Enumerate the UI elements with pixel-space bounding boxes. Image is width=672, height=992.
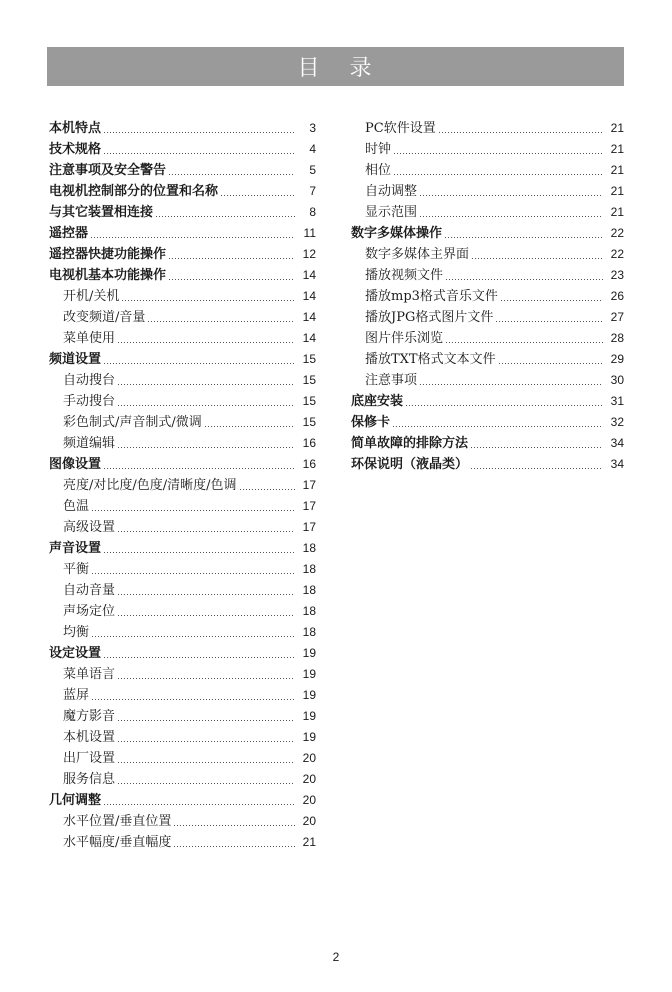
- toc-entry-label: 相位: [365, 163, 392, 178]
- dot-leader: [174, 846, 295, 847]
- dot-leader: [221, 195, 295, 196]
- toc-entry[interactable]: [351, 409, 624, 430]
- dot-leader: [104, 804, 295, 805]
- toc-entry-page: 28: [610, 331, 624, 345]
- toc-entry[interactable]: [49, 241, 316, 262]
- toc-entry[interactable]: [351, 325, 624, 346]
- toc-entry-page: 18: [302, 562, 316, 576]
- toc-entry-page: 21: [610, 205, 624, 219]
- toc-entry[interactable]: [49, 682, 316, 703]
- toc-entry[interactable]: [351, 430, 624, 451]
- toc-entry-page: 18: [302, 541, 316, 555]
- toc-entry-label: 遥控器: [49, 226, 89, 241]
- toc-left-column: [49, 115, 316, 850]
- toc-entry[interactable]: [49, 703, 316, 724]
- toc-entry-label: 改变频道/音量: [63, 310, 146, 325]
- toc-entry-page: 19: [302, 667, 316, 681]
- toc-entry-page: 12: [302, 247, 316, 261]
- toc-entry-label: 底座安装: [351, 394, 404, 409]
- dot-leader: [92, 573, 295, 574]
- toc-entry-label: 注意事项: [365, 373, 418, 388]
- toc-entry[interactable]: [49, 577, 316, 598]
- toc-entry[interactable]: [351, 451, 624, 472]
- toc-entry[interactable]: [49, 556, 316, 577]
- toc-entry[interactable]: [49, 724, 316, 745]
- dot-leader: [118, 762, 295, 763]
- toc-entry[interactable]: [49, 640, 316, 661]
- toc-entry-page: 14: [302, 268, 316, 282]
- toc-entry[interactable]: [351, 178, 624, 199]
- toc-entry-page: 17: [302, 520, 316, 534]
- toc-entry-page: 17: [302, 499, 316, 513]
- toc-entry[interactable]: [49, 178, 316, 199]
- toc-entry[interactable]: [49, 787, 316, 808]
- toc-entry-label: 与其它装置相连接: [49, 205, 154, 220]
- toc-entry[interactable]: [49, 262, 316, 283]
- toc-entry-label: 高级设置: [63, 520, 116, 535]
- toc-entry[interactable]: [49, 388, 316, 409]
- toc-entry-label: 服务信息: [63, 772, 116, 787]
- toc-entry-label: 本机特点: [49, 121, 102, 136]
- toc-entry-page: 8: [309, 205, 316, 219]
- dot-leader: [92, 636, 295, 637]
- toc-entry-label: 自动调整: [365, 184, 418, 199]
- toc-entry-label: 几何调整: [49, 793, 102, 808]
- toc-entry-label: 图片伴乐浏览: [365, 331, 444, 346]
- toc-entry-label: 播放TXT格式文本文件: [365, 352, 496, 367]
- dot-leader: [439, 132, 603, 133]
- dot-leader: [92, 510, 295, 511]
- toc-entry-label: 设定设置: [49, 646, 102, 661]
- toc-entry-page: 23: [610, 268, 624, 282]
- toc-entry-label: 技术规格: [49, 142, 102, 157]
- toc-entry-page: 21: [610, 121, 624, 135]
- toc-entry-page: 21: [302, 835, 316, 849]
- dot-leader: [472, 258, 603, 259]
- title-char-2: 录: [349, 56, 374, 81]
- toc-entry[interactable]: [49, 745, 316, 766]
- dot-leader: [420, 216, 603, 217]
- dot-leader: [118, 720, 295, 721]
- dot-leader: [118, 447, 295, 448]
- toc-entry-page: 16: [302, 457, 316, 471]
- toc-entry-label: 遥控器快捷功能操作: [49, 247, 167, 262]
- toc-entry-label: 注意事项及安全警告: [49, 163, 167, 178]
- dot-leader: [118, 531, 295, 532]
- toc-entry-page: 20: [302, 814, 316, 828]
- toc-entry[interactable]: [49, 115, 316, 136]
- toc-entry[interactable]: [351, 115, 624, 136]
- toc-entry[interactable]: [351, 304, 624, 325]
- toc-entry-label: 播放JPG格式图片文件: [365, 310, 494, 325]
- toc-entry-label: 出厂设置: [63, 751, 116, 766]
- toc-entry-page: 14: [302, 310, 316, 324]
- toc-right-column: [351, 115, 624, 472]
- dot-leader: [156, 216, 295, 217]
- toc-entry[interactable]: [351, 283, 624, 304]
- toc-entry-label: 显示范围: [365, 205, 418, 220]
- toc-entry-label: 本机设置: [63, 730, 116, 745]
- dot-leader: [104, 468, 295, 469]
- dot-leader: [169, 174, 295, 175]
- toc-entry[interactable]: [49, 535, 316, 556]
- toc-entry[interactable]: [49, 304, 316, 325]
- toc-entry-page: 26: [610, 289, 624, 303]
- toc-entry[interactable]: [49, 619, 316, 640]
- toc-entry-label: PC软件设置: [365, 121, 436, 136]
- toc-entry-label: 时钟: [365, 142, 392, 157]
- toc-entry-page: 21: [610, 163, 624, 177]
- toc-entry-page: 27: [610, 310, 624, 324]
- toc-entry[interactable]: [49, 409, 316, 430]
- toc-entry-label: 开机/关机: [63, 289, 120, 304]
- dot-leader: [394, 153, 603, 154]
- toc-entry-page: 29: [610, 352, 624, 366]
- toc-entry[interactable]: [49, 808, 316, 829]
- toc-entry-page: 19: [302, 688, 316, 702]
- dot-leader: [174, 825, 295, 826]
- dot-leader: [501, 300, 603, 301]
- toc-entry-label: 亮度/对比度/色度/清晰度/色调: [63, 478, 237, 493]
- dot-leader: [420, 195, 603, 196]
- dot-leader: [104, 132, 295, 133]
- toc-entry-label: 彩色制式/声音制式/微调: [63, 415, 202, 430]
- toc-entry-page: 32: [610, 415, 624, 429]
- dot-leader: [169, 279, 295, 280]
- dot-leader: [118, 615, 295, 616]
- toc-entry-page: 14: [302, 331, 316, 345]
- toc-entry-page: 21: [610, 184, 624, 198]
- toc-entry[interactable]: [49, 220, 316, 241]
- toc-entry-page: 19: [302, 730, 316, 744]
- dot-leader: [420, 384, 603, 385]
- toc-entry-label: 图像设置: [49, 457, 102, 472]
- toc-entry[interactable]: [49, 829, 316, 850]
- toc-entry-page: 5: [309, 163, 316, 177]
- toc-entry[interactable]: [49, 472, 316, 493]
- toc-entry[interactable]: [351, 136, 624, 157]
- dot-leader: [118, 594, 295, 595]
- toc-entry-page: 18: [302, 604, 316, 618]
- toc-entry[interactable]: [49, 199, 316, 220]
- toc-entry-page: 20: [302, 793, 316, 807]
- toc-entry-page: 19: [302, 709, 316, 723]
- dot-leader: [118, 741, 295, 742]
- toc-entry-label: 自动音量: [63, 583, 116, 598]
- toc-entry-label: 色温: [63, 499, 90, 514]
- title-char-1: 目: [297, 56, 322, 81]
- toc-entry-label: 数字多媒体主界面: [365, 247, 470, 262]
- dot-leader: [92, 699, 295, 700]
- toc-entry[interactable]: [351, 262, 624, 283]
- toc-entry[interactable]: [351, 220, 624, 241]
- toc-entry-page: 19: [302, 646, 316, 660]
- toc-entry-page: 17: [302, 478, 316, 492]
- toc-entry-page: 18: [302, 583, 316, 597]
- dot-leader: [118, 678, 295, 679]
- dot-leader: [406, 405, 603, 406]
- toc-entry-page: 22: [610, 226, 624, 240]
- dot-leader: [446, 342, 603, 343]
- toc-entry-label: 简单故障的排除方法: [351, 436, 469, 451]
- toc-entry-page: 34: [610, 436, 624, 450]
- toc-entry[interactable]: [49, 430, 316, 451]
- dot-leader: [496, 321, 603, 322]
- dot-leader: [104, 657, 295, 658]
- toc-entry-page: 15: [302, 394, 316, 408]
- toc-entry[interactable]: [49, 598, 316, 619]
- toc-entry-page: 14: [302, 289, 316, 303]
- toc-entry-page: 18: [302, 625, 316, 639]
- toc-entry-label: 手动搜台: [63, 394, 116, 409]
- toc-entry[interactable]: [49, 514, 316, 535]
- toc-entry-label: 声场定位: [63, 604, 116, 619]
- toc-entry-page: 15: [302, 415, 316, 429]
- toc-entry[interactable]: [351, 241, 624, 262]
- toc-entry-page: 16: [302, 436, 316, 450]
- dot-leader: [169, 258, 295, 259]
- toc-entry[interactable]: [351, 367, 624, 388]
- toc-entry-page: 3: [309, 121, 316, 135]
- toc-entry-label: 自动搜台: [63, 373, 116, 388]
- toc-entry[interactable]: [49, 766, 316, 787]
- toc-entry-label: 蓝屏: [63, 688, 90, 703]
- page-number: 2: [332, 950, 340, 964]
- toc-entry[interactable]: [49, 451, 316, 472]
- toc-entry-label: 环保说明（液晶类）: [351, 457, 469, 472]
- toc-entry-page: 34: [610, 457, 624, 471]
- dot-leader: [148, 321, 295, 322]
- dot-leader: [499, 363, 603, 364]
- toc-entry-label: 魔方影音: [63, 709, 116, 724]
- dot-leader: [471, 468, 603, 469]
- dot-leader: [240, 489, 295, 490]
- dot-leader: [122, 300, 295, 301]
- dot-leader: [91, 237, 295, 238]
- dot-leader: [471, 447, 603, 448]
- toc-entry-label: 水平位置/垂直位置: [63, 814, 172, 829]
- toc-entry-label: 频道编辑: [63, 436, 116, 451]
- toc-entry-label: 保修卡: [351, 415, 391, 430]
- toc-entry-label: 频道设置: [49, 352, 102, 367]
- toc-entry-page: 31: [610, 394, 624, 408]
- toc-entry-label: 均衡: [63, 625, 90, 640]
- toc-entry-label: 数字多媒体操作: [351, 226, 443, 241]
- toc-entry-page: 15: [302, 373, 316, 387]
- toc-entry-page: 15: [302, 352, 316, 366]
- toc-entry[interactable]: [351, 346, 624, 367]
- toc-entry[interactable]: [49, 136, 316, 157]
- toc-entry[interactable]: [49, 325, 316, 346]
- dot-leader: [205, 426, 295, 427]
- toc-entry-label: 电视机控制部分的位置和名称: [49, 184, 219, 199]
- dot-leader: [104, 363, 295, 364]
- dot-leader: [118, 342, 295, 343]
- dot-leader: [393, 426, 603, 427]
- toc-entry[interactable]: [49, 283, 316, 304]
- toc-entry-label: 平衡: [63, 562, 90, 577]
- toc-entry-label: 菜单语言: [63, 667, 116, 682]
- toc-entry[interactable]: [49, 367, 316, 388]
- toc-entry-page: 7: [309, 184, 316, 198]
- toc-entry-label: 播放mp3格式音乐文件: [365, 289, 498, 304]
- toc-entry-page: 22: [610, 247, 624, 261]
- toc-entry[interactable]: [351, 199, 624, 220]
- dot-leader: [394, 174, 603, 175]
- toc-entry-page: 20: [302, 751, 316, 765]
- toc-entry-page: 21: [610, 142, 624, 156]
- toc-entry-label: 播放视频文件: [365, 268, 444, 283]
- toc-entry-label: 菜单使用: [63, 331, 116, 346]
- dot-leader: [118, 384, 295, 385]
- toc-entry-page: 4: [309, 142, 316, 156]
- dot-leader: [104, 153, 295, 154]
- toc-entry[interactable]: [49, 493, 316, 514]
- toc-entry[interactable]: [49, 157, 316, 178]
- toc-entry-label: 声音设置: [49, 541, 102, 556]
- toc-entry-label: 电视机基本功能操作: [49, 268, 167, 283]
- toc-title-bar: [47, 47, 624, 86]
- toc-entry-page: 30: [610, 373, 624, 387]
- toc-entry[interactable]: [49, 346, 316, 367]
- dot-leader: [118, 405, 295, 406]
- toc-entry[interactable]: [351, 388, 624, 409]
- dot-leader: [446, 279, 603, 280]
- toc-entry[interactable]: [351, 157, 624, 178]
- dot-leader: [118, 783, 295, 784]
- toc-entry-page: 11: [303, 226, 316, 240]
- dot-leader: [445, 237, 603, 238]
- toc-entry[interactable]: [49, 661, 316, 682]
- toc-entry-page: 20: [302, 772, 316, 786]
- toc-entry-label: 水平幅度/垂直幅度: [63, 835, 172, 850]
- dot-leader: [104, 552, 295, 553]
